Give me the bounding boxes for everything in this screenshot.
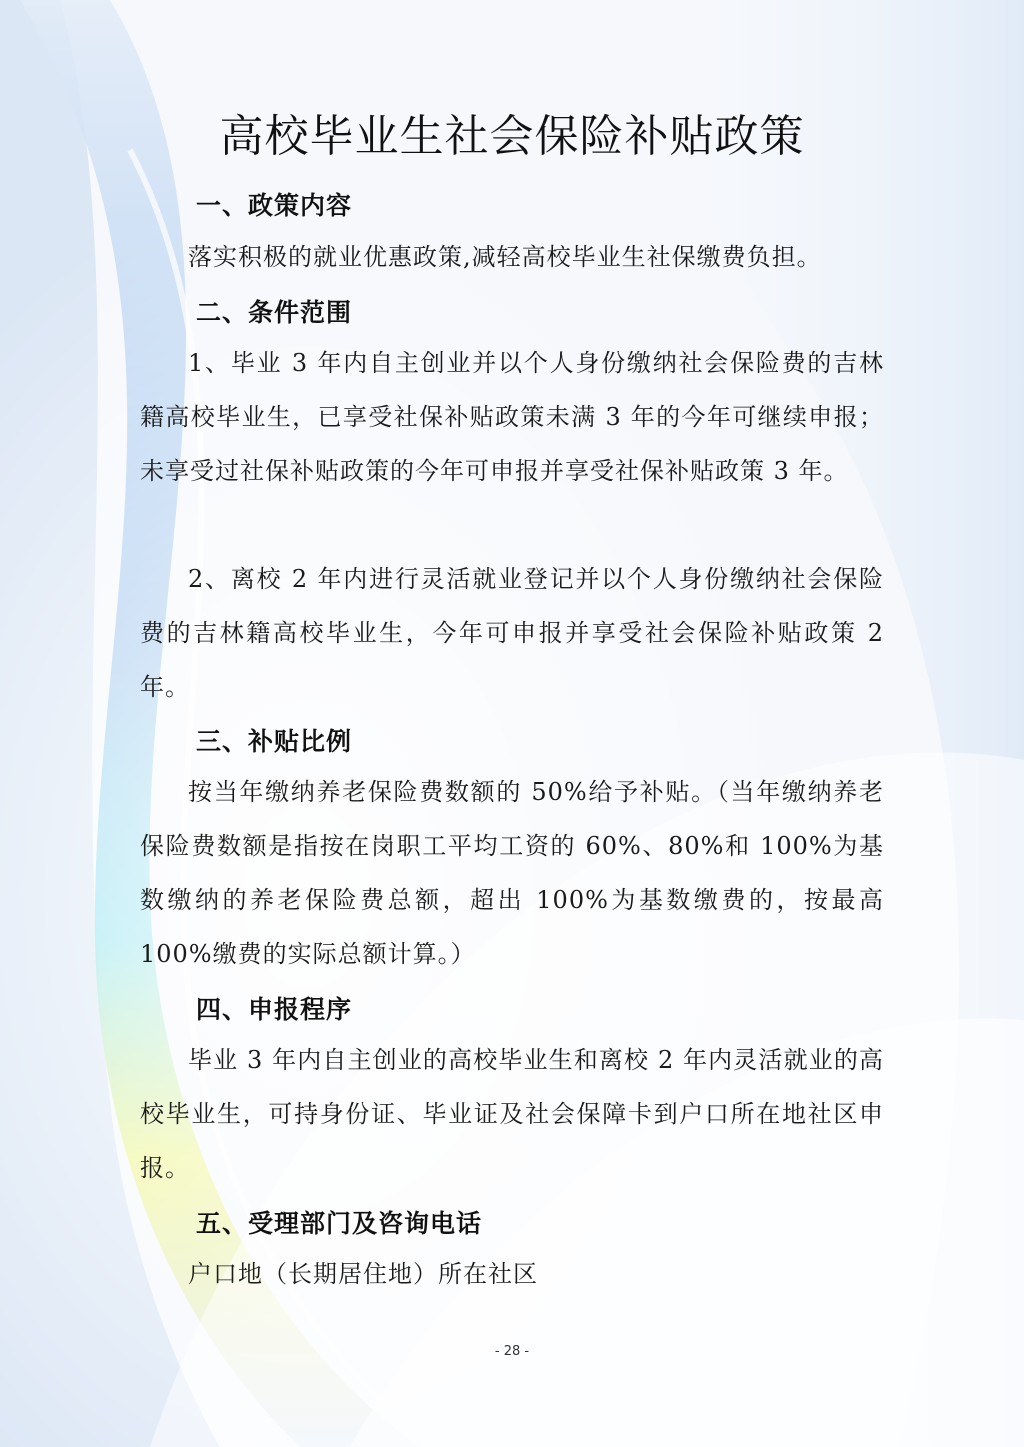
paragraph-subsidy-ratio: 按当年缴纳养老保险费数额的 50%给予补贴。（当年缴纳养老保险费数额是指按在岗职工平均工资的 60%、80%和 100%为基数缴纳的养老保险费总额，超出 100%为基数缴费的，按最高 100%缴费的实际总额计算。） — [140, 778, 884, 968]
page-title: 高校毕业生社会保险补贴政策 — [219, 111, 805, 162]
section-heading-conditions: 二、条件范围 — [196, 298, 353, 327]
section-heading-subsidy-ratio: 三、补贴比例 — [196, 727, 353, 756]
paragraph-application-procedure: 毕业 3 年内自主创业的高校毕业生和离校 2 年内灵活就业的高校毕业生，可持身份证、毕业证及社会保障卡到户口所在地社区申报。 — [140, 1046, 884, 1182]
paragraph-policy-content: 落实积极的就业优惠政策,减轻高校毕业生社保缴费负担。 — [188, 243, 822, 271]
paragraph-department-contact: 户口地（长期居住地）所在社区 — [188, 1260, 538, 1288]
paragraph-condition-2: 2、离校 2 年内进行灵活就业登记并以个人身份缴纳社会保险费的吉林籍高校毕业生，今年可申报并享受社会保险补贴政策 2 年。 — [140, 565, 884, 701]
section-heading-department-contact: 五、受理部门及咨询电话 — [196, 1209, 483, 1238]
page-number: - 28 - — [494, 1344, 530, 1359]
section-heading-policy-content: 一、政策内容 — [196, 191, 353, 220]
section-heading-application-procedure: 四、申报程序 — [196, 995, 353, 1024]
paragraph-condition-1: 1、毕业 3 年内自主创业并以个人身份缴纳社会保险费的吉林籍高校毕业生，已享受社保补贴政策未满 3 年的今年可继续申报；未享受过社保补贴政策的今年可申报并享受社保补贴政策 3 年。 — [140, 349, 884, 485]
